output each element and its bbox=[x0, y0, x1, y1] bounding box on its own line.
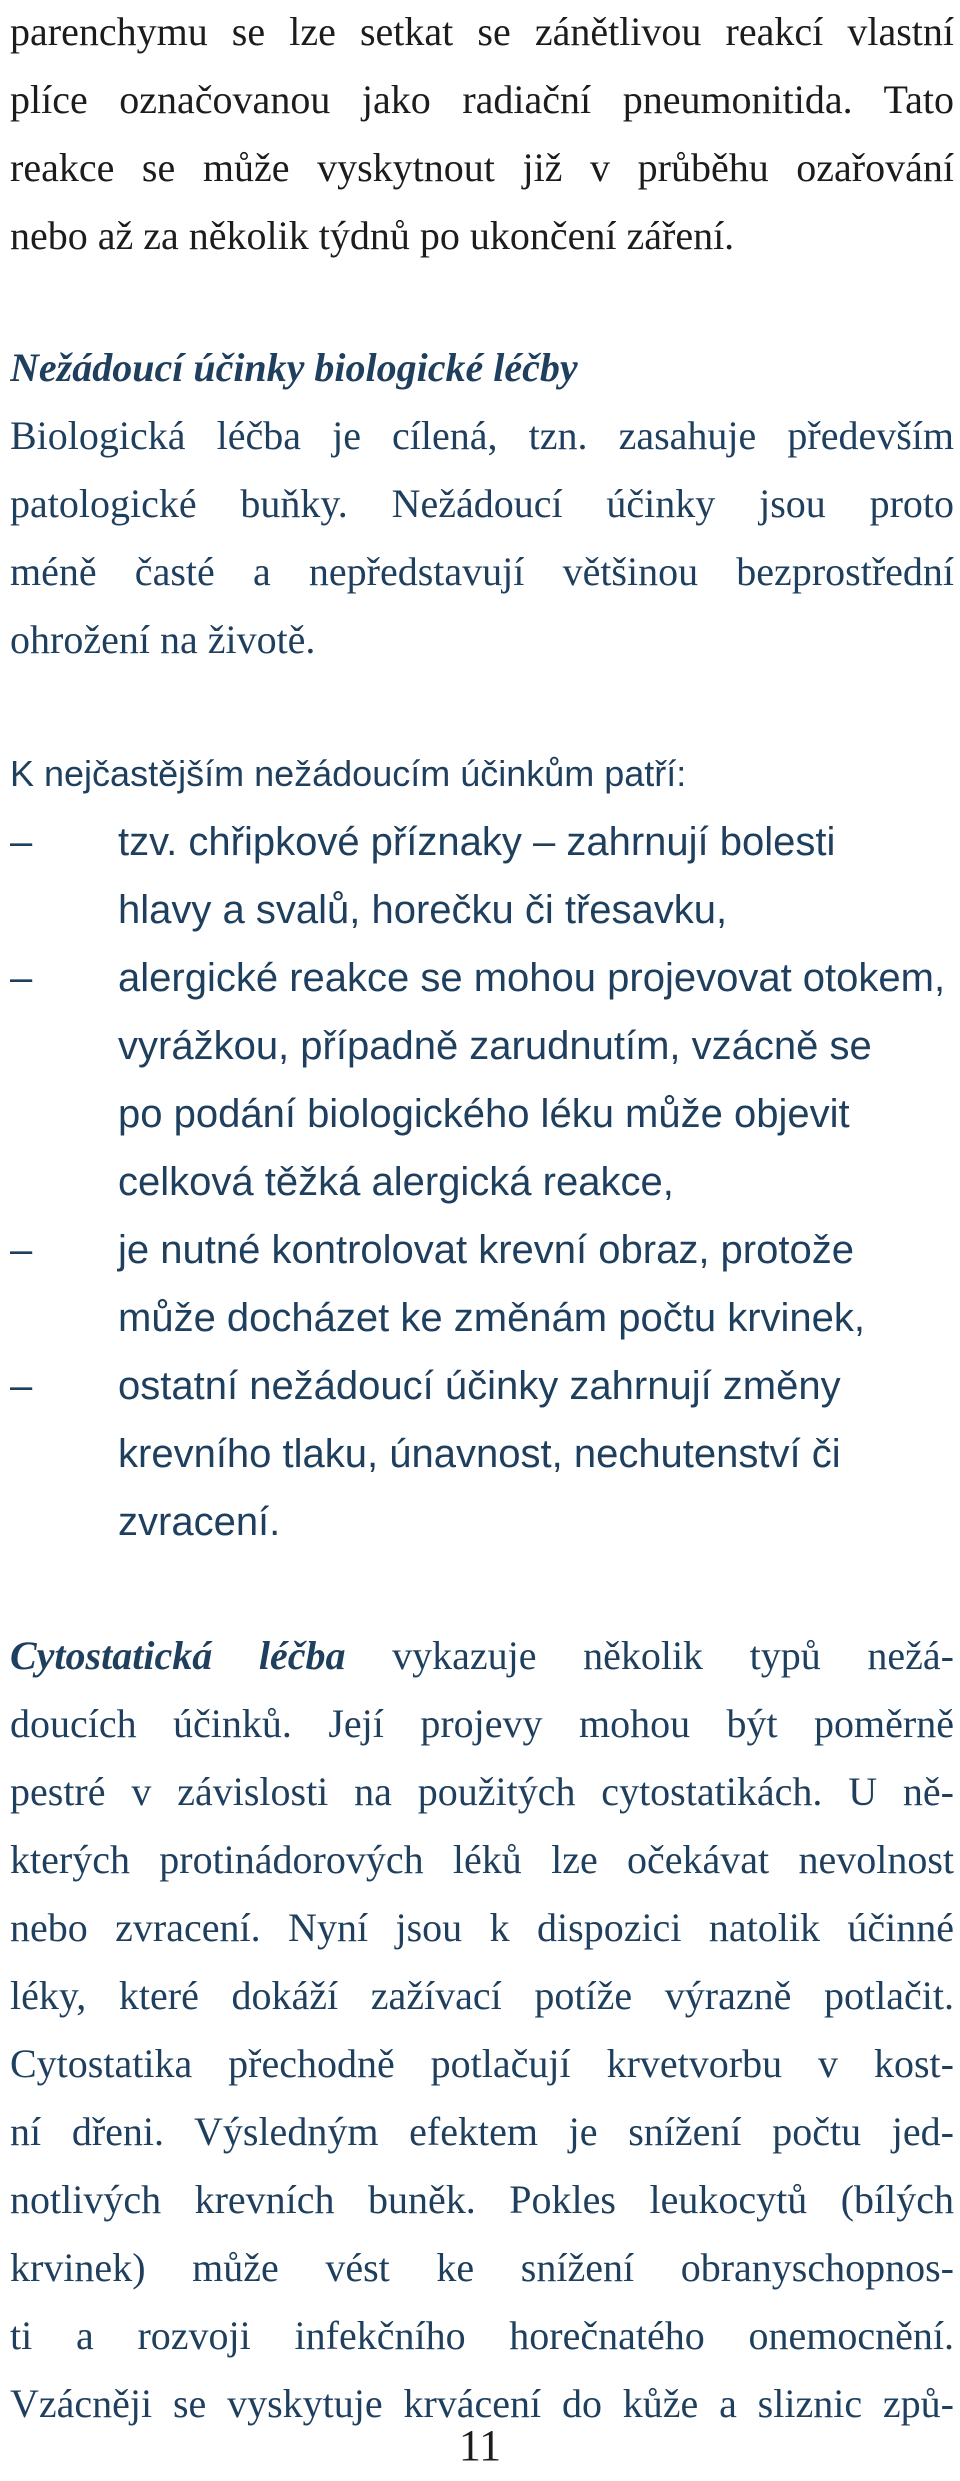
dash-bullet: – bbox=[10, 1228, 33, 1272]
cyto-lead: Cytostatická léčba bbox=[10, 1633, 346, 1678]
cyto-line: doucích účinků. Její projevy mohou být poměrně bbox=[10, 1701, 954, 1746]
list-item-line: je nutné kontrolovat krevní obraz, protože bbox=[118, 1228, 854, 1272]
dash-bullet: – bbox=[10, 956, 33, 1000]
bio-line: méně časté a nepředstavují většinou bezprostřední bbox=[10, 549, 954, 594]
cyto-line: nebo zvracení. Nyní jsou k dispozici natolik účinné bbox=[10, 1905, 954, 1950]
list-item-line: zvracení. bbox=[118, 1500, 281, 1544]
intro-line: reakce se může vyskytnout již v průběhu ozařování bbox=[10, 145, 954, 190]
common-intro: K nejčastějším nežádoucím účinkům patří: bbox=[10, 753, 687, 794]
list-item-line: hlavy a svalů, horečku či třesavku, bbox=[118, 888, 728, 932]
cyto-line: krvinek) může vést ke snížení obranyschopnos- bbox=[10, 2245, 954, 2290]
cyto-line: pestré v závislosti na použitých cytostatikách. U ně- bbox=[10, 1769, 954, 1814]
bio-heading: Nežádoucí účinky biologické léčby bbox=[10, 345, 578, 390]
list-item-line: ostatní nežádoucí účinky zahrnují změny bbox=[118, 1364, 841, 1408]
cyto-line: kterých protinádorových léků lze očekávat nevolnost bbox=[10, 1837, 954, 1882]
intro-line: nebo až za několik týdnů po ukončení záření. bbox=[10, 213, 735, 258]
list-item-line: tzv. chřipkové příznaky – zahrnují bolesti bbox=[118, 820, 836, 864]
cyto-line: ní dřeni. Výsledným efektem je snížení počtu jed- bbox=[10, 2109, 954, 2154]
list-item-line: krevního tlaku, únavnost, nechutenství či bbox=[118, 1432, 841, 1476]
bio-line: ohrožení na životě. bbox=[10, 617, 316, 662]
cyto-line: Vzácněji se vyskytuje krvácení do kůže a sliznic způ- bbox=[10, 2381, 954, 2426]
bio-line: patologické buňky. Nežádoucí účinky jsou proto bbox=[10, 481, 954, 526]
dash-bullet: – bbox=[10, 820, 33, 864]
list-item-line: může docházet ke změnám počtu krvinek, bbox=[118, 1296, 866, 1340]
list-item-line: alergické reakce se mohou projevovat otokem, bbox=[118, 956, 946, 1000]
bio-line: Biologická léčba je cílená, tzn. zasahuje především bbox=[10, 413, 954, 458]
cyto-first-rest: vykazuje několik typů nežá- bbox=[345, 1633, 954, 1678]
list-item-line: po podání biologického léku může objevit bbox=[118, 1092, 850, 1136]
cyto-line: léky, které dokáží zažívací potíže výrazně potlačit. bbox=[10, 1973, 954, 2018]
intro-line: plíce označovanou jako radiační pneumonitida. Tato bbox=[10, 77, 954, 122]
cyto-line: ti a rozvoji infekčního horečnatého onemocnění. bbox=[10, 2313, 954, 2358]
page-number: 11 bbox=[458, 2421, 502, 2470]
cyto-line: notlivých krevních buněk. Pokles leukocytů (bílých bbox=[10, 2177, 954, 2222]
dash-bullet: – bbox=[10, 1364, 33, 1408]
list-item-line: vyrážkou, případně zarudnutím, vzácně se bbox=[118, 1024, 872, 1068]
cyto-line: Cytostatika přechodně potlačují krvetvorbu v kost- bbox=[10, 2041, 954, 2086]
intro-line: parenchymu se lze setkat se zánětlivou reakcí vlastní bbox=[10, 9, 954, 54]
cyto-first-line bbox=[10, 1632, 954, 1684]
list-item-line: celková těžká alergická reakce, bbox=[118, 1160, 674, 1204]
